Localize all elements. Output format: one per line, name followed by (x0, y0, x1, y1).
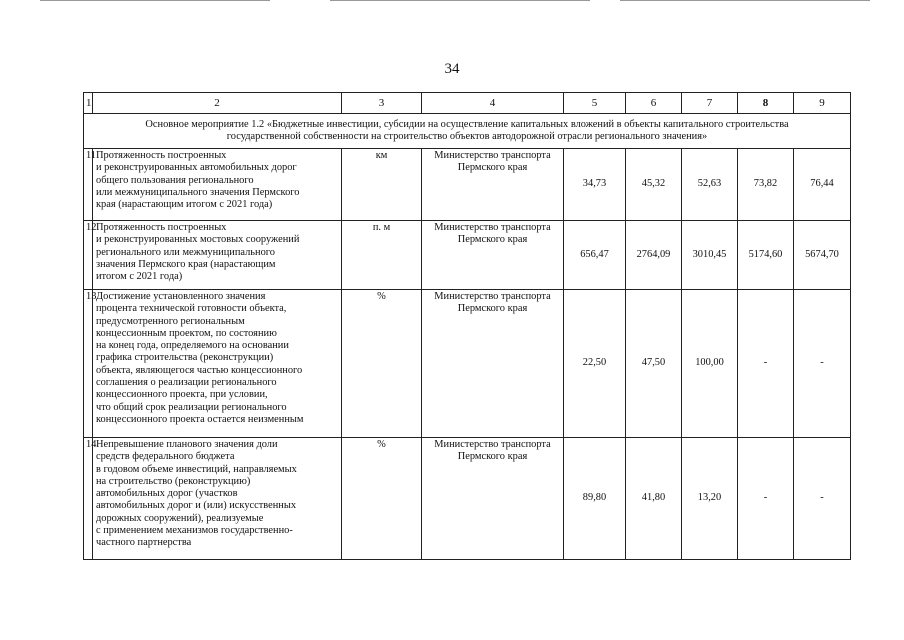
section-title-line: государственной собственности на строительство объектов автодорожной отрасли регионального значения» (226, 131, 708, 142)
indicator-name-line: в годовом объеме инвестиций, направляемых (96, 463, 297, 475)
value-cell: - (738, 290, 794, 438)
responsible-line: Министерство транспорта (434, 150, 551, 161)
section-title (84, 114, 851, 149)
table-row (84, 149, 851, 221)
indicator-name (93, 438, 342, 560)
column-number-row (84, 93, 851, 114)
value-cell: 73,82 (738, 149, 794, 221)
value-cell: 52,63 (682, 149, 738, 221)
indicator-name-line: автомобильных дорог и (или) искусственных (96, 500, 297, 512)
row-number: 12 (84, 221, 93, 290)
indicator-name-line: или межмуниципального значения Пермского (96, 186, 300, 198)
indicator-name-line: что общий срок реализации регионального (96, 401, 287, 413)
column-number: 7 (682, 93, 738, 114)
value-cell: 45,32 (626, 149, 682, 221)
responsible-line: Министерство транспорта (434, 222, 551, 233)
unit: п. м (342, 221, 422, 290)
indicators-table (83, 92, 851, 560)
indicator-name-line: автомобильных дорог (участков (96, 488, 238, 500)
table-row (84, 221, 851, 290)
indicator-name (93, 149, 342, 221)
table-row (84, 438, 851, 560)
indicator-name-line: частного партнерства (96, 537, 192, 549)
indicator-name-line: Протяженность построенных (96, 150, 227, 161)
value-cell: 34,73 (564, 149, 626, 221)
indicator-name-line: с применением механизмов государственно- (96, 525, 293, 537)
column-number: 1 (84, 93, 93, 114)
indicator-name-line: Непревышение планового значения доли (96, 439, 278, 450)
indicator-name-line: Достижение установленного значения (96, 291, 266, 302)
indicator-name-line: регионального или межмуниципального (96, 246, 275, 258)
scan-top-rule (330, 0, 590, 1)
indicator-name-line: концессионного проекта, при условии, (96, 389, 268, 401)
scan-top-rule (620, 0, 870, 1)
responsible-line: Пермского края (457, 234, 528, 246)
indicator-name-line: соглашения о реализации регионального (96, 377, 277, 389)
indicator-name (93, 290, 342, 438)
page-number: 34 (444, 61, 460, 77)
row-number: 11 (84, 149, 93, 221)
indicator-name-line: и реконструированных автомобильных дорог (96, 162, 297, 174)
value-cell: 22,50 (564, 290, 626, 438)
indicator-name-line: на конец года, определяемого на основании (96, 340, 289, 352)
value-cell: 41,80 (626, 438, 682, 560)
row-number: 14 (84, 438, 93, 560)
value-cell: 656,47 (564, 221, 626, 290)
responsible-line: Пермского края (457, 162, 528, 174)
section-title-line: Основное мероприятие 1.2 «Бюджетные инвестиции, субсидии на осуществление капитальных вложений в объекты капитального строительства (145, 118, 789, 130)
indicator-name-line: и реконструированных мостовых сооружений (96, 234, 300, 246)
indicator-name-line: общего пользования регионального (96, 174, 254, 186)
indicator-name (93, 221, 342, 290)
indicator-name-line: объекта, являющегося частью концессионного (96, 364, 303, 376)
section-header-row (84, 114, 851, 149)
responsible-line: Пермского края (457, 303, 528, 315)
value-cell: - (738, 438, 794, 560)
responsible-line: Пермского края (457, 451, 528, 463)
scan-top-rule (40, 0, 270, 1)
unit: % (342, 438, 422, 560)
value-cell: 2764,09 (626, 221, 682, 290)
value-cell: 5674,70 (794, 221, 851, 290)
indicator-name-line: на строительство (реконструкцию) (96, 475, 251, 487)
value-cell: 89,80 (564, 438, 626, 560)
row-number: 13 (84, 290, 93, 438)
indicator-name-line: средств федерального бюджета (96, 451, 235, 463)
column-number: 3 (342, 93, 422, 114)
indicator-name-line: концессионного проекта остается неизменным (96, 413, 304, 425)
indicator-name-line: итогом с 2021 года) (96, 271, 183, 283)
unit: % (342, 290, 422, 438)
responsible-line: Министерство транспорта (434, 291, 551, 302)
column-number: 8 (738, 93, 794, 114)
column-number: 5 (564, 93, 626, 114)
value-cell: 13,20 (682, 438, 738, 560)
responsible-executor (422, 149, 564, 221)
responsible-line: Министерство транспорта (434, 439, 551, 450)
value-cell: - (794, 290, 851, 438)
indicator-name-line: предусмотренного региональным (96, 315, 245, 327)
column-number: 2 (93, 93, 342, 114)
value-cell: 47,50 (626, 290, 682, 438)
value-cell: 5174,60 (738, 221, 794, 290)
column-number: 9 (794, 93, 851, 114)
indicator-name-line: концессионным проектом, по состоянию (96, 327, 277, 339)
value-cell: 100,00 (682, 290, 738, 438)
indicator-name-line: графика строительства (реконструкции) (96, 352, 274, 364)
responsible-executor (422, 290, 564, 438)
indicator-name-line: значения Пермского края (нарастающим (96, 258, 276, 270)
value-cell: 76,44 (794, 149, 851, 221)
indicator-name-line: дорожных сооружений), реализуемые (96, 512, 264, 524)
indicator-name-line: края (нарастающим итогом с 2021 года) (96, 199, 273, 211)
value-cell: - (794, 438, 851, 560)
responsible-executor (422, 438, 564, 560)
responsible-executor (422, 221, 564, 290)
indicator-name-line: процента технической готовности объекта, (96, 303, 287, 315)
column-number: 4 (422, 93, 564, 114)
column-number: 6 (626, 93, 682, 114)
value-cell: 3010,45 (682, 221, 738, 290)
indicator-name-line: Протяженность построенных (96, 222, 227, 233)
unit: км (342, 149, 422, 221)
table-row (84, 290, 851, 438)
